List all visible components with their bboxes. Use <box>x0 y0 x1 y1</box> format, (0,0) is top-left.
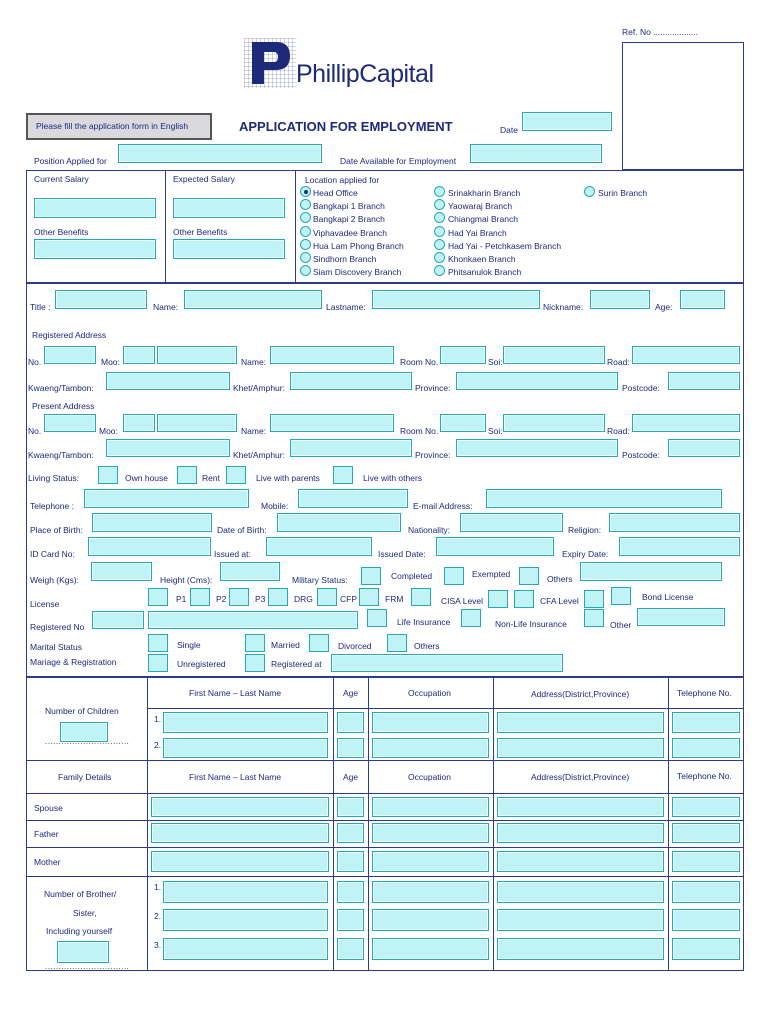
mother-occupation[interactable] <box>372 851 489 872</box>
name-label: Name: <box>153 302 179 312</box>
loc-head-office: Head Office <box>313 188 358 198</box>
sibling-row-2-index: 2. <box>154 911 162 921</box>
p3-label: P3 <box>255 594 266 604</box>
pre-province-label: Province: <box>415 450 451 460</box>
sibling-3-name[interactable] <box>163 938 328 960</box>
date-field[interactable] <box>522 112 612 131</box>
loc-siam-discovery: Siam Discovery Branch <box>313 267 402 277</box>
fill-in-english-notice: Please fill the application form in English <box>26 113 212 140</box>
mother-address[interactable] <box>497 851 664 872</box>
father-occupation[interactable] <box>372 823 489 843</box>
lastname-field[interactable] <box>372 290 540 309</box>
bond-label: Bond License <box>642 592 694 602</box>
life-insurance-label: Life Insurance <box>397 617 451 627</box>
sibling-2-age[interactable] <box>337 909 364 931</box>
ref-no: Ref. No ................... <box>622 27 699 37</box>
weigh-label: Weigh (Kgs): <box>30 575 79 585</box>
id-card-label: ID Card No: <box>30 549 75 559</box>
military-others-field[interactable] <box>580 562 722 581</box>
mobile-field[interactable] <box>298 489 408 508</box>
spouse-age[interactable] <box>337 797 364 817</box>
children-header-address: Address(District,Province) <box>531 689 630 699</box>
children-header-telephone: Telephone No. <box>677 688 732 698</box>
date-available-field[interactable] <box>470 144 602 163</box>
registered-address-label: Registered Address <box>32 330 107 340</box>
registered-at-checkbox[interactable] <box>245 654 265 672</box>
reg-moo-field-2[interactable] <box>157 346 237 364</box>
father-address[interactable] <box>497 823 664 843</box>
telephone-field[interactable] <box>84 489 249 508</box>
live-parents-checkbox[interactable] <box>333 466 353 484</box>
radio-bangkapi-2[interactable] <box>300 212 311 223</box>
single-checkbox[interactable] <box>148 634 168 652</box>
cfp-checkbox[interactable] <box>317 588 337 606</box>
spouse-telephone[interactable] <box>672 797 740 817</box>
spouse-address[interactable] <box>497 797 664 817</box>
religion-label: Religion: <box>568 525 602 535</box>
father-name[interactable] <box>151 823 329 843</box>
registered-at-field[interactable] <box>331 654 563 672</box>
loc-bangkapi-1: Bangkapi 1 Branch <box>313 201 385 211</box>
drg-checkbox[interactable] <box>268 588 288 606</box>
place-birth-field[interactable] <box>92 513 212 532</box>
reg-no-field[interactable] <box>44 346 96 364</box>
child-2-occupation[interactable] <box>372 738 489 758</box>
child-1-occupation[interactable] <box>372 712 489 733</box>
marital-status-label: Marital Status <box>30 642 82 652</box>
child-1-name[interactable] <box>163 712 328 733</box>
reg-road-label: Road: <box>607 357 630 367</box>
registered-at-label: Registered at <box>271 659 322 669</box>
id-card-field[interactable] <box>88 537 211 556</box>
brand-name: PhillipCapital <box>296 60 434 88</box>
loc-srinakharin: Srinakharin Branch <box>448 188 521 198</box>
live-parents-label: Live with parents <box>256 473 320 483</box>
child-1-telephone[interactable] <box>672 712 740 733</box>
pre-road-label: Road: <box>607 426 630 436</box>
reg-province-label: Province: <box>415 383 451 393</box>
exempted-label: Exempted <box>472 569 511 579</box>
brother-dots: ............................... <box>45 962 130 971</box>
expected-salary-label: Expected Salary <box>173 174 235 184</box>
family-header-occupation: Occupation <box>408 772 451 782</box>
living-status-label: Living Status: <box>28 473 80 483</box>
mobile-label: Mobile: <box>261 501 289 511</box>
cfa-label: CFA Level <box>540 596 579 606</box>
married-label: Married <box>271 640 300 650</box>
reg-name-label: Name: <box>241 357 267 367</box>
date-birth-field[interactable] <box>277 513 401 532</box>
family-header-name: First Name – Last Name <box>189 772 282 782</box>
loc-sindhorn: Sindhorn Branch <box>313 254 377 264</box>
radio-bangkapi-1[interactable] <box>300 199 311 210</box>
pre-moo-label: Moo: <box>99 426 118 436</box>
mother-name[interactable] <box>151 851 329 872</box>
children-header-name: First Name – Last Name <box>189 688 282 698</box>
military-exempted-checkbox[interactable] <box>444 567 464 585</box>
children-header-age: Age <box>343 688 359 698</box>
pre-no-field[interactable] <box>44 414 96 432</box>
brother-sister-count-field[interactable] <box>57 941 109 963</box>
pre-province-field[interactable] <box>456 439 618 457</box>
other-benefits-label-1: Other Benefits <box>34 227 89 237</box>
title-field[interactable] <box>55 290 147 309</box>
pre-kwaeng-label: Kwaeng/Tambon: <box>28 450 94 460</box>
age-label: Age: <box>655 302 673 312</box>
sibling-3-telephone[interactable] <box>672 938 740 960</box>
radio-hua-lam-phong[interactable] <box>300 239 311 250</box>
father-label: Father <box>34 829 59 839</box>
reg-soi-label: Soi: <box>488 357 503 367</box>
radio-khonkaen[interactable] <box>434 252 445 263</box>
radio-phitsanulok[interactable] <box>434 265 445 276</box>
sibling-3-address[interactable] <box>497 938 664 960</box>
sibling-3-occupation[interactable] <box>372 938 489 960</box>
family-details-label: Family Details <box>58 772 112 782</box>
child-2-telephone[interactable] <box>672 738 740 758</box>
current-salary-label: Current Salary <box>34 174 89 184</box>
married-checkbox[interactable] <box>245 634 265 652</box>
radio-srinakharin[interactable] <box>434 186 445 197</box>
other-benefits-field-2[interactable] <box>173 239 285 259</box>
email-label: E-mail Address: <box>413 501 473 511</box>
pre-room-label: Room No. <box>400 426 439 436</box>
frm-label: FRM <box>385 594 404 604</box>
reg-name-field[interactable] <box>270 346 394 364</box>
divorced-label: Divorced <box>338 641 372 651</box>
nationality-label: Nationality: <box>408 525 451 535</box>
registered-no-field-2[interactable] <box>148 611 358 629</box>
rent-label: Rent <box>202 473 220 483</box>
p2-checkbox[interactable] <box>190 588 210 606</box>
form-title: APPLICATION FOR EMPLOYMENT <box>239 119 453 134</box>
mother-telephone[interactable] <box>672 851 740 872</box>
reg-room-label: Room No. <box>400 357 439 367</box>
radio-had-yai[interactable] <box>434 226 445 237</box>
completed-label: Completed <box>391 571 433 581</box>
weigh-field[interactable] <box>91 562 152 581</box>
loc-had-yai-petchkasem: Had Yai - Petchkasem Branch <box>448 241 562 251</box>
loc-bangkapi-2: Bangkapi 2 Branch <box>313 214 385 224</box>
radio-surin[interactable] <box>584 186 595 197</box>
reg-moo-label: Moo: <box>101 357 120 367</box>
unregistered-label: Unregistered <box>177 659 226 669</box>
children-header-occupation: Occupation <box>408 688 451 698</box>
brother-sister-label-1: Number of Brother/ <box>44 889 117 899</box>
cfp-label: CFP <box>340 594 357 604</box>
p3-checkbox[interactable] <box>229 588 249 606</box>
single-label: Single <box>177 640 201 650</box>
cisa-level-checkbox[interactable] <box>488 590 508 608</box>
rent-checkbox-b[interactable] <box>226 466 246 484</box>
nonlife-insurance-label: Non-Life Insurance <box>495 619 567 629</box>
pre-kwaeng-field[interactable] <box>106 439 230 457</box>
pre-name-field[interactable] <box>270 414 394 432</box>
cfa-level-checkbox[interactable] <box>584 590 604 608</box>
sibling-row-1-index: 1. <box>154 882 162 892</box>
loc-khonkaen: Khonkaen Branch <box>448 254 516 264</box>
expected-salary-field[interactable] <box>173 198 285 218</box>
sibling-2-name[interactable] <box>163 909 328 931</box>
other-license-field[interactable] <box>637 608 725 626</box>
phillip-logo <box>244 38 296 88</box>
registered-no-field[interactable] <box>92 611 144 629</box>
pre-khet-field[interactable] <box>290 439 412 457</box>
lastname-label: Lastname: <box>326 302 366 312</box>
registered-no-label: Registered No <box>30 622 85 632</box>
child-1-address[interactable] <box>497 712 664 733</box>
other-benefits-field-1[interactable] <box>34 239 156 259</box>
date-available-label: Date Available for Employment <box>340 156 457 166</box>
rent-checkbox-a[interactable] <box>177 466 197 484</box>
nickname-label: Nickname: <box>543 302 584 312</box>
drg-label: DRG <box>294 594 313 604</box>
radio-head-office[interactable] <box>300 186 311 197</box>
father-telephone[interactable] <box>672 823 740 843</box>
brother-sister-label-2: Sister, <box>73 908 97 918</box>
unregistered-checkbox[interactable] <box>148 654 168 672</box>
sibling-1-address[interactable] <box>497 881 664 903</box>
spouse-name[interactable] <box>151 797 329 817</box>
pre-no-label: No. <box>28 426 42 436</box>
child-2-address[interactable] <box>497 738 664 758</box>
radio-yaowaraj[interactable] <box>434 199 445 210</box>
radio-siam-discovery[interactable] <box>300 265 311 276</box>
military-completed-checkbox[interactable] <box>361 567 381 585</box>
email-field[interactable] <box>486 489 722 508</box>
divorced-checkbox[interactable] <box>309 634 329 652</box>
present-address-label: Present Address <box>32 401 95 411</box>
radio-chiangmai[interactable] <box>434 212 445 223</box>
reg-room-field[interactable] <box>440 346 486 364</box>
reg-kwaeng-label: Kwaeng/Tambon: <box>28 383 94 393</box>
sibling-2-telephone[interactable] <box>672 909 740 931</box>
sibling-1-telephone[interactable] <box>672 881 740 903</box>
child-2-age[interactable] <box>337 738 364 758</box>
father-age[interactable] <box>337 823 364 843</box>
reg-postcode-field[interactable] <box>668 372 740 390</box>
religion-field[interactable] <box>609 513 740 532</box>
loc-had-yai: Had Yai Branch <box>448 228 507 238</box>
issued-date-label: Issued Date: <box>378 549 426 559</box>
child-row-2-index: 2. <box>154 740 162 750</box>
children-dots: ............................... <box>45 737 130 746</box>
height-field[interactable] <box>220 562 280 581</box>
family-header-age: Age <box>343 772 359 782</box>
cfa-checkbox[interactable] <box>514 590 534 608</box>
mother-age[interactable] <box>337 851 364 872</box>
radio-sindhorn[interactable] <box>300 252 311 263</box>
pre-moo-field[interactable] <box>123 414 155 432</box>
mother-label: Mother <box>34 857 61 867</box>
reg-soi-field[interactable] <box>503 346 605 364</box>
position-applied-label: Position Applied for <box>34 156 107 166</box>
military-others-checkbox[interactable] <box>519 567 539 585</box>
reg-khet-field[interactable] <box>290 372 412 390</box>
p1-label: P1 <box>176 594 187 604</box>
reg-moo-field[interactable] <box>123 346 155 364</box>
loc-viphavadee: Viphavadee Branch <box>313 228 388 238</box>
issued-date-field[interactable] <box>436 537 554 556</box>
expiry-field[interactable] <box>619 537 740 556</box>
pre-khet-label: Khet/Amphur: <box>233 450 285 460</box>
sibling-1-age[interactable] <box>337 881 364 903</box>
height-label: Height (Cms): <box>160 575 213 585</box>
date-label: Date <box>500 125 518 135</box>
marital-others-checkbox[interactable] <box>387 634 407 652</box>
other-license-label: Other <box>610 620 632 630</box>
child-1-age[interactable] <box>337 712 364 733</box>
loc-surin: Surin Branch <box>598 188 648 198</box>
child-2-name[interactable] <box>163 738 328 758</box>
brother-sister-label-3: Including yourself <box>46 926 113 936</box>
military-label: Military Status: <box>292 575 348 585</box>
family-header-telephone: Telephone No. <box>677 771 732 781</box>
expiry-label: Expiry Date: <box>562 549 609 559</box>
live-others-label: Live with others <box>363 473 423 483</box>
military-others-label: Others <box>547 574 573 584</box>
pre-name-label: Name: <box>241 426 267 436</box>
radio-viphavadee[interactable] <box>300 226 311 237</box>
cisa-checkbox[interactable] <box>411 588 431 606</box>
pre-soi-label: Soi: <box>488 426 503 436</box>
issued-at-field[interactable] <box>266 537 372 556</box>
spouse-occupation[interactable] <box>372 797 489 817</box>
pre-postcode-label: Postcode: <box>622 450 660 460</box>
date-birth-label: Date of Birth: <box>217 525 267 535</box>
reg-province-field[interactable] <box>456 372 618 390</box>
reg-no-label: No. <box>28 357 42 367</box>
sibling-2-occupation[interactable] <box>372 909 489 931</box>
place-birth-label: Place of Birth: <box>30 525 83 535</box>
sibling-1-occupation[interactable] <box>372 881 489 903</box>
number-of-children-label: Number of Children <box>45 706 119 716</box>
nationality-field[interactable] <box>460 513 563 532</box>
pre-room-field[interactable] <box>440 414 486 432</box>
loc-hua-lam-phong: Hua Lam Phong Branch <box>313 241 404 251</box>
spouse-label: Spouse <box>34 803 63 813</box>
license-label: License <box>30 599 60 609</box>
own-house-label: Own house <box>125 473 168 483</box>
child-row-1-index: 1. <box>154 714 162 724</box>
reg-road-field[interactable] <box>632 346 740 364</box>
life-insurance-checkbox[interactable] <box>367 609 387 627</box>
mariage-registration-label: Mariage & Registration <box>30 657 117 667</box>
position-applied-field[interactable] <box>118 144 322 163</box>
sibling-1-name[interactable] <box>163 881 328 903</box>
reg-kwaeng-field[interactable] <box>106 372 230 390</box>
name-field[interactable] <box>184 290 322 309</box>
own-house-checkbox[interactable] <box>98 466 118 484</box>
marital-others-label: Others <box>414 641 440 651</box>
nonlife-checkbox[interactable] <box>584 609 604 627</box>
loc-chiangmai: Chiangmai Branch <box>448 214 518 224</box>
p2-label: P2 <box>216 594 227 604</box>
sibling-3-age[interactable] <box>337 938 364 960</box>
family-header-address: Address(District,Province) <box>531 772 630 782</box>
reg-khet-label: Khet/Amphur: <box>233 383 285 393</box>
location-title: Location applied for <box>305 175 380 185</box>
pre-postcode-field[interactable] <box>668 439 740 457</box>
sibling-row-3-index: 3. <box>154 940 162 950</box>
pre-moo-field-2[interactable] <box>157 414 237 432</box>
sibling-2-address[interactable] <box>497 909 664 931</box>
telephone-label: Telephone : <box>30 501 74 511</box>
age-field[interactable] <box>680 290 725 309</box>
frm-checkbox[interactable] <box>359 588 379 606</box>
loc-yaowaraj: Yaowaraj Branch <box>448 201 513 211</box>
nickname-field[interactable] <box>590 290 650 309</box>
p1-checkbox[interactable] <box>148 588 168 606</box>
other-benefits-label-2: Other Benefits <box>173 227 228 237</box>
cisa-label: CISA Level <box>441 596 484 606</box>
pre-road-field[interactable] <box>632 414 740 432</box>
current-salary-field[interactable] <box>34 198 156 218</box>
title-label: Title : <box>30 302 51 312</box>
issued-at-label: Issued at: <box>214 549 251 559</box>
pre-soi-field[interactable] <box>503 414 605 432</box>
radio-had-yai-petchkasem[interactable] <box>434 239 445 250</box>
reg-postcode-label: Postcode: <box>622 383 660 393</box>
bond-checkbox[interactable] <box>611 587 631 605</box>
photo-box <box>622 42 744 170</box>
life-insurance-checkbox-2[interactable] <box>461 609 481 627</box>
loc-phitsanulok: Phitsanulok Branch <box>448 267 522 277</box>
